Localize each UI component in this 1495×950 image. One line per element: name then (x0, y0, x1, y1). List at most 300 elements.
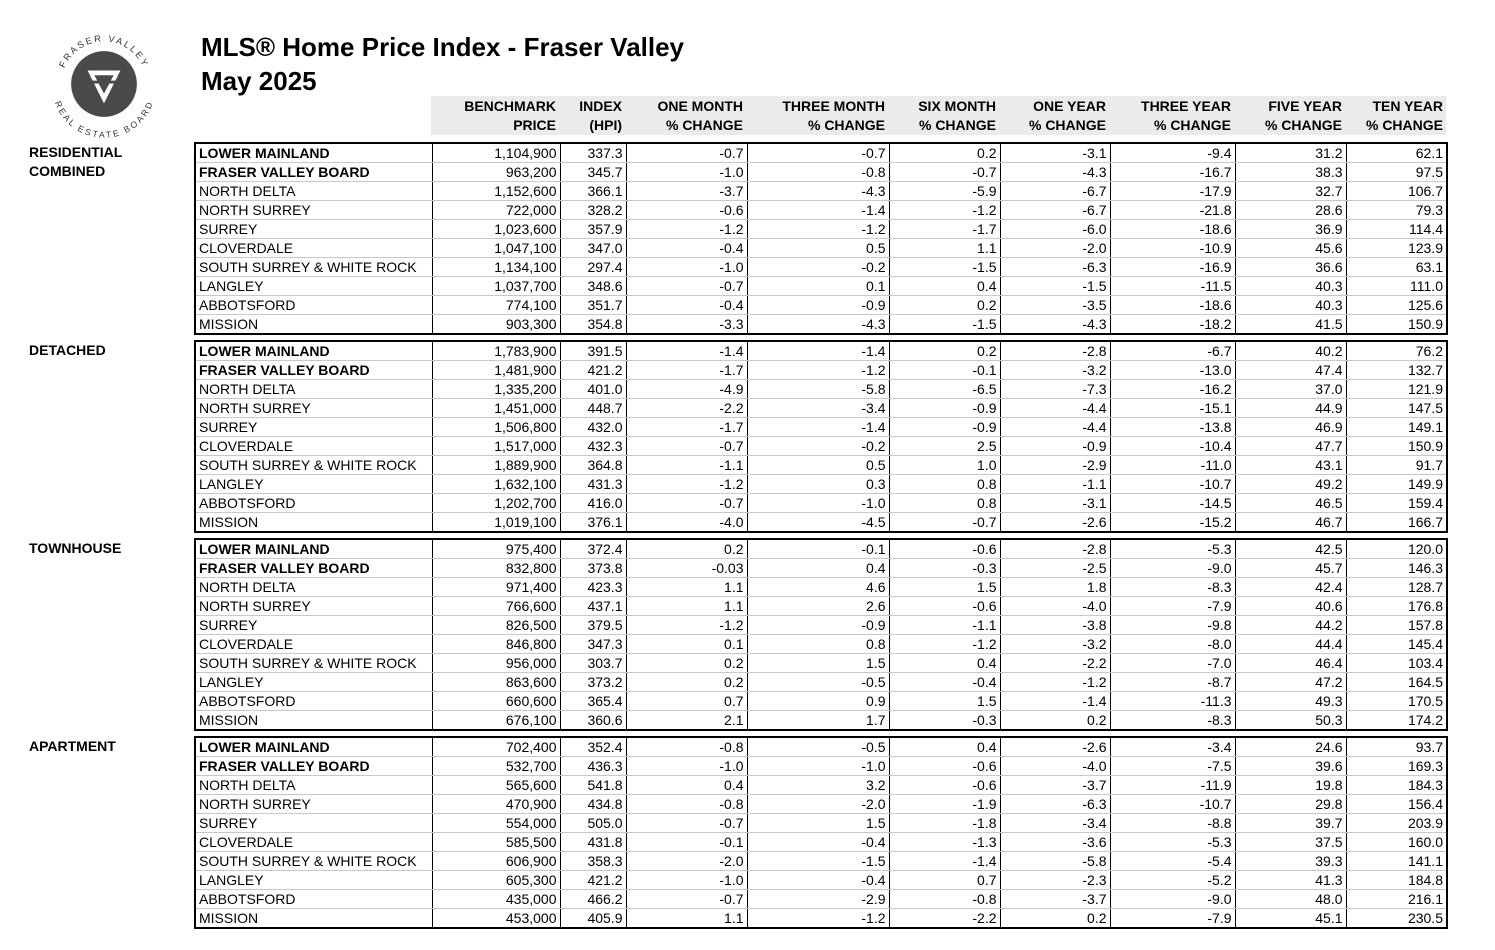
cell-six-month-change: -1.9 (889, 795, 1000, 814)
table-row (195, 711, 1447, 731)
area-name: NORTH DELTA (195, 182, 432, 201)
cell-one-month-change: -1.7 (626, 361, 747, 380)
cell-one-month-change: 0.7 (626, 692, 747, 711)
cell-one-month-change: -1.0 (626, 757, 747, 776)
cell-three-month-change: -4.3 (747, 315, 889, 335)
cell-ten-year-change: 125.6 (1346, 296, 1447, 315)
cell-one-month-change: -0.7 (626, 890, 747, 909)
cell-three-month-change: 1.7 (747, 711, 889, 731)
cell-one-year-change: -2.3 (1000, 871, 1110, 890)
area-name: NORTH DELTA (195, 380, 432, 399)
section-label-apartment (29, 737, 116, 756)
header-line: SIX MONTH (918, 98, 996, 114)
cell-three-month-change: 1.5 (747, 654, 889, 673)
header-line: ONE MONTH (657, 98, 743, 114)
table-row (195, 456, 1447, 475)
table-row (195, 341, 1447, 361)
cell-benchmark-price: 606,900 (432, 852, 560, 871)
cell-five-year-change: 39.6 (1235, 757, 1346, 776)
cell-five-year-change: 40.2 (1235, 341, 1346, 361)
table-row (195, 418, 1447, 437)
cell-ten-year-change: 184.3 (1346, 776, 1447, 795)
cell-six-month-change: 0.2 (889, 341, 1000, 361)
cell-one-month-change: -0.7 (626, 494, 747, 513)
section-label-line: DETACHED (29, 342, 106, 358)
table-row (195, 692, 1447, 711)
cell-three-month-change: -1.0 (747, 757, 889, 776)
cell-three-year-change: -8.0 (1110, 635, 1235, 654)
fraser-valley-logo (46, 26, 162, 142)
cell-three-year-change: -8.8 (1110, 814, 1235, 833)
cell-ten-year-change: 121.9 (1346, 380, 1447, 399)
cell-one-year-change: -7.3 (1000, 380, 1110, 399)
cell-ten-year-change: 159.4 (1346, 494, 1447, 513)
cell-three-year-change: -10.4 (1110, 437, 1235, 456)
cell-one-year-change: -6.0 (1000, 220, 1110, 239)
cell-one-year-change: -4.4 (1000, 399, 1110, 418)
cell-three-year-change: -9.0 (1110, 559, 1235, 578)
area-name: FRASER VALLEY BOARD (195, 361, 432, 380)
cell-one-year-change: -2.8 (1000, 341, 1110, 361)
cell-three-year-change: -11.5 (1110, 277, 1235, 296)
cell-six-month-change: 0.2 (889, 143, 1000, 163)
cell-benchmark-price: 1,632,100 (432, 475, 560, 494)
area-name: NORTH DELTA (195, 776, 432, 795)
cell-three-year-change: -13.0 (1110, 361, 1235, 380)
cell-ten-year-change: 91.7 (1346, 456, 1447, 475)
area-name: NORTH SURREY (195, 399, 432, 418)
section-label-line: RESIDENTIAL (29, 144, 123, 160)
cell-index-hpi: 303.7 (560, 654, 626, 673)
table-row (195, 163, 1447, 182)
cell-five-year-change: 38.3 (1235, 163, 1346, 182)
cell-benchmark-price: 722,000 (432, 201, 560, 220)
cell-five-year-change: 19.8 (1235, 776, 1346, 795)
section-label-townhouse (29, 539, 121, 558)
cell-index-hpi: 466.2 (560, 890, 626, 909)
cell-index-hpi: 366.1 (560, 182, 626, 201)
cell-five-year-change: 46.4 (1235, 654, 1346, 673)
cell-index-hpi: 373.8 (560, 559, 626, 578)
cell-six-month-change: -0.1 (889, 361, 1000, 380)
cell-three-month-change: -0.7 (747, 143, 889, 163)
cell-five-year-change: 44.2 (1235, 616, 1346, 635)
cell-ten-year-change: 216.1 (1346, 890, 1447, 909)
area-name: NORTH SURREY (195, 597, 432, 616)
header-one-month-change (625, 96, 746, 135)
cell-one-month-change: -4.9 (626, 380, 747, 399)
area-name: MISSION (195, 513, 432, 533)
cell-six-month-change: 2.5 (889, 437, 1000, 456)
cell-index-hpi: 431.3 (560, 475, 626, 494)
cell-one-year-change: -2.6 (1000, 513, 1110, 533)
cell-one-month-change: -0.7 (626, 437, 747, 456)
header-line: PRICE (513, 117, 556, 133)
cell-three-year-change: -9.4 (1110, 143, 1235, 163)
cell-index-hpi: 345.7 (560, 163, 626, 182)
area-name: FRASER VALLEY BOARD (195, 757, 432, 776)
cell-ten-year-change: 76.2 (1346, 341, 1447, 361)
cell-three-month-change: -1.4 (747, 418, 889, 437)
cell-six-month-change: -0.6 (889, 757, 1000, 776)
cell-six-month-change: 1.5 (889, 692, 1000, 711)
cell-three-year-change: -11.3 (1110, 692, 1235, 711)
table-row (195, 201, 1447, 220)
cell-ten-year-change: 106.7 (1346, 182, 1447, 201)
cell-benchmark-price: 453,000 (432, 909, 560, 929)
table-row (195, 635, 1447, 654)
cell-three-year-change: -17.9 (1110, 182, 1235, 201)
table-row (195, 296, 1447, 315)
header-line: TEN YEAR (1372, 98, 1443, 114)
cell-benchmark-price: 585,500 (432, 833, 560, 852)
cell-five-year-change: 45.6 (1235, 239, 1346, 258)
cell-six-month-change: -1.4 (889, 852, 1000, 871)
cell-ten-year-change: 174.2 (1346, 711, 1447, 731)
cell-six-month-change: -5.9 (889, 182, 1000, 201)
cell-five-year-change: 40.3 (1235, 296, 1346, 315)
header-line: % CHANGE (1264, 117, 1342, 133)
cell-ten-year-change: 63.1 (1346, 258, 1447, 277)
cell-one-month-change: -0.8 (626, 737, 747, 757)
cell-ten-year-change: 145.4 (1346, 635, 1447, 654)
table-row (195, 399, 1447, 418)
cell-five-year-change: 37.5 (1235, 833, 1346, 852)
cell-six-month-change: -1.2 (889, 635, 1000, 654)
cell-three-month-change: -1.0 (747, 494, 889, 513)
cell-ten-year-change: 128.7 (1346, 578, 1447, 597)
table-residential-combined (194, 142, 1448, 335)
cell-three-month-change: -0.4 (747, 833, 889, 852)
cell-one-year-change: -3.6 (1000, 833, 1110, 852)
cell-benchmark-price: 963,200 (432, 163, 560, 182)
cell-three-month-change: -2.9 (747, 890, 889, 909)
table-row (195, 890, 1447, 909)
cell-one-month-change: 0.2 (626, 654, 747, 673)
cell-five-year-change: 43.1 (1235, 456, 1346, 475)
cell-index-hpi: 372.4 (560, 539, 626, 559)
cell-benchmark-price: 1,517,000 (432, 437, 560, 456)
logo-text-bottom: REAL ESTATE BOARD (52, 99, 156, 140)
cell-index-hpi: 432.0 (560, 418, 626, 437)
cell-five-year-change: 46.7 (1235, 513, 1346, 533)
cell-one-year-change: -3.1 (1000, 143, 1110, 163)
cell-one-year-change: -4.3 (1000, 315, 1110, 335)
cell-index-hpi: 354.8 (560, 315, 626, 335)
cell-six-month-change: -0.9 (889, 418, 1000, 437)
cell-ten-year-change: 146.3 (1346, 559, 1447, 578)
cell-three-month-change: -0.8 (747, 163, 889, 182)
cell-six-month-change: 1.0 (889, 456, 1000, 475)
header-line: % CHANGE (918, 117, 996, 133)
cell-five-year-change: 45.7 (1235, 559, 1346, 578)
cell-ten-year-change: 157.8 (1346, 616, 1447, 635)
cell-five-year-change: 42.4 (1235, 578, 1346, 597)
cell-three-month-change: -1.4 (747, 341, 889, 361)
cell-one-month-change: 1.1 (626, 597, 747, 616)
cell-six-month-change: 0.2 (889, 296, 1000, 315)
cell-benchmark-price: 975,400 (432, 539, 560, 559)
header-line: THREE MONTH (782, 98, 885, 114)
cell-one-year-change: -2.9 (1000, 456, 1110, 475)
cell-one-month-change: 0.2 (626, 673, 747, 692)
cell-one-year-change: -1.5 (1000, 277, 1110, 296)
header-line: BENCHMARK (464, 98, 556, 114)
cell-six-month-change: -0.3 (889, 711, 1000, 731)
cell-benchmark-price: 605,300 (432, 871, 560, 890)
cell-index-hpi: 416.0 (560, 494, 626, 513)
cell-index-hpi: 391.5 (560, 341, 626, 361)
cell-one-year-change: -3.4 (1000, 814, 1110, 833)
cell-one-year-change: -2.5 (1000, 559, 1110, 578)
cell-ten-year-change: 169.3 (1346, 757, 1447, 776)
cell-five-year-change: 29.8 (1235, 795, 1346, 814)
area-name: CLOVERDALE (195, 833, 432, 852)
section-label-residential-combined (29, 143, 122, 181)
table-row (195, 475, 1447, 494)
cell-three-year-change: -9.8 (1110, 616, 1235, 635)
cell-index-hpi: 437.1 (560, 597, 626, 616)
cell-index-hpi: 360.6 (560, 711, 626, 731)
header-line: INDEX (579, 98, 622, 114)
cell-five-year-change: 49.3 (1235, 692, 1346, 711)
cell-index-hpi: 297.4 (560, 258, 626, 277)
cell-one-month-change: -0.4 (626, 239, 747, 258)
cell-ten-year-change: 132.7 (1346, 361, 1447, 380)
cell-five-year-change: 28.6 (1235, 201, 1346, 220)
cell-ten-year-change: 156.4 (1346, 795, 1447, 814)
cell-ten-year-change: 150.9 (1346, 437, 1447, 456)
area-name: SURREY (195, 616, 432, 635)
area-name: SOUTH SURREY & WHITE ROCK (195, 258, 432, 277)
header-line: (HPI) (589, 117, 622, 133)
section-label-detached (29, 341, 106, 360)
cell-five-year-change: 49.2 (1235, 475, 1346, 494)
table-row (195, 673, 1447, 692)
cell-five-year-change: 40.6 (1235, 597, 1346, 616)
cell-benchmark-price: 1,023,600 (432, 220, 560, 239)
cell-benchmark-price: 470,900 (432, 795, 560, 814)
cell-index-hpi: 352.4 (560, 737, 626, 757)
cell-six-month-change: -1.8 (889, 814, 1000, 833)
table-row (195, 277, 1447, 296)
area-name: LOWER MAINLAND (195, 737, 432, 757)
cell-one-month-change: -0.8 (626, 795, 747, 814)
area-name: SURREY (195, 418, 432, 437)
cell-one-year-change: -5.8 (1000, 852, 1110, 871)
cell-one-month-change: -0.7 (626, 814, 747, 833)
cell-index-hpi: 432.3 (560, 437, 626, 456)
cell-one-month-change: -0.4 (626, 296, 747, 315)
area-name: LOWER MAINLAND (195, 539, 432, 559)
area-name: LANGLEY (195, 277, 432, 296)
table-row (195, 776, 1447, 795)
header-ten-year-change (1345, 96, 1446, 135)
cell-one-year-change: -3.5 (1000, 296, 1110, 315)
area-name: MISSION (195, 315, 432, 335)
section-label-line: TOWNHOUSE (29, 540, 122, 556)
cell-index-hpi: 423.3 (560, 578, 626, 597)
cell-benchmark-price: 863,600 (432, 673, 560, 692)
cell-five-year-change: 37.0 (1235, 380, 1346, 399)
table-row (195, 559, 1447, 578)
cell-three-year-change: -7.9 (1110, 909, 1235, 929)
cell-ten-year-change: 141.1 (1346, 852, 1447, 871)
cell-three-year-change: -11.9 (1110, 776, 1235, 795)
table-row (195, 852, 1447, 871)
cell-index-hpi: 358.3 (560, 852, 626, 871)
header-three-year-change (1109, 96, 1234, 135)
cell-benchmark-price: 702,400 (432, 737, 560, 757)
cell-ten-year-change: 123.9 (1346, 239, 1447, 258)
cell-ten-year-change: 120.0 (1346, 539, 1447, 559)
cell-ten-year-change: 184.8 (1346, 871, 1447, 890)
cell-three-year-change: -21.8 (1110, 201, 1235, 220)
cell-three-year-change: -5.4 (1110, 852, 1235, 871)
cell-three-year-change: -16.9 (1110, 258, 1235, 277)
cell-one-month-change: -1.7 (626, 418, 747, 437)
header-line: % CHANGE (1153, 117, 1231, 133)
cell-ten-year-change: 147.5 (1346, 399, 1447, 418)
cell-one-month-change: -1.0 (626, 258, 747, 277)
cell-five-year-change: 50.3 (1235, 711, 1346, 731)
cell-one-year-change: -6.7 (1000, 182, 1110, 201)
cell-ten-year-change: 230.5 (1346, 909, 1447, 929)
cell-benchmark-price: 660,600 (432, 692, 560, 711)
cell-three-year-change: -18.6 (1110, 296, 1235, 315)
cell-six-month-change: 0.4 (889, 737, 1000, 757)
cell-three-month-change: -0.9 (747, 616, 889, 635)
cell-one-year-change: -6.3 (1000, 795, 1110, 814)
section-label-line: COMBINED (29, 163, 106, 179)
section-label-line: APARTMENT (29, 738, 116, 754)
area-name: MISSION (195, 909, 432, 929)
cell-three-year-change: -8.3 (1110, 711, 1235, 731)
cell-ten-year-change: 62.1 (1346, 143, 1447, 163)
cell-ten-year-change: 170.5 (1346, 692, 1447, 711)
cell-benchmark-price: 1,134,100 (432, 258, 560, 277)
cell-ten-year-change: 79.3 (1346, 201, 1447, 220)
cell-five-year-change: 41.3 (1235, 871, 1346, 890)
cell-one-year-change: 0.2 (1000, 711, 1110, 731)
cell-five-year-change: 24.6 (1235, 737, 1346, 757)
area-name: NORTH DELTA (195, 578, 432, 597)
cell-six-month-change: -1.7 (889, 220, 1000, 239)
table-row (195, 258, 1447, 277)
table-row (195, 143, 1447, 163)
cell-index-hpi: 351.7 (560, 296, 626, 315)
area-name: SOUTH SURREY & WHITE ROCK (195, 654, 432, 673)
cell-three-year-change: -18.6 (1110, 220, 1235, 239)
cell-index-hpi: 376.1 (560, 513, 626, 533)
cell-one-year-change: -3.7 (1000, 890, 1110, 909)
table-row (195, 909, 1447, 929)
area-name: LANGLEY (195, 673, 432, 692)
logo-text-top: FRASER VALLEY (57, 33, 151, 70)
cell-benchmark-price: 1,889,900 (432, 456, 560, 475)
cell-three-year-change: -10.7 (1110, 795, 1235, 814)
cell-one-year-change: -2.2 (1000, 654, 1110, 673)
table-row (195, 380, 1447, 399)
cell-one-year-change: -3.2 (1000, 635, 1110, 654)
cell-benchmark-price: 676,100 (432, 711, 560, 731)
cell-ten-year-change: 164.5 (1346, 673, 1447, 692)
cell-three-month-change: 0.9 (747, 692, 889, 711)
table-row (195, 494, 1447, 513)
cell-benchmark-price: 903,300 (432, 315, 560, 335)
cell-three-month-change: 1.5 (747, 814, 889, 833)
cell-ten-year-change: 149.1 (1346, 418, 1447, 437)
cell-index-hpi: 436.3 (560, 757, 626, 776)
cell-one-year-change: 1.8 (1000, 578, 1110, 597)
cell-five-year-change: 31.2 (1235, 143, 1346, 163)
cell-five-year-change: 46.5 (1235, 494, 1346, 513)
cell-three-year-change: -9.0 (1110, 890, 1235, 909)
area-name: ABBOTSFORD (195, 296, 432, 315)
header-three-month-change (746, 96, 888, 135)
cell-benchmark-price: 766,600 (432, 597, 560, 616)
cell-three-month-change: -1.2 (747, 909, 889, 929)
cell-six-month-change: 0.8 (889, 494, 1000, 513)
table-row (195, 220, 1447, 239)
cell-one-month-change: 1.1 (626, 578, 747, 597)
cell-six-month-change: -0.6 (889, 597, 1000, 616)
cell-three-year-change: -11.0 (1110, 456, 1235, 475)
cell-five-year-change: 46.9 (1235, 418, 1346, 437)
area-name: CLOVERDALE (195, 239, 432, 258)
cell-benchmark-price: 1,481,900 (432, 361, 560, 380)
cell-one-year-change: -6.3 (1000, 258, 1110, 277)
cell-index-hpi: 347.3 (560, 635, 626, 654)
cell-three-month-change: 0.4 (747, 559, 889, 578)
cell-three-month-change: -1.5 (747, 852, 889, 871)
cell-one-month-change: -0.7 (626, 143, 747, 163)
cell-benchmark-price: 826,500 (432, 616, 560, 635)
cell-three-month-change: -1.2 (747, 361, 889, 380)
cell-five-year-change: 36.9 (1235, 220, 1346, 239)
cell-ten-year-change: 176.8 (1346, 597, 1447, 616)
cell-index-hpi: 448.7 (560, 399, 626, 418)
cell-index-hpi: 373.2 (560, 673, 626, 692)
cell-benchmark-price: 1,037,700 (432, 277, 560, 296)
cell-one-year-change: -1.4 (1000, 692, 1110, 711)
cell-five-year-change: 48.0 (1235, 890, 1346, 909)
cell-benchmark-price: 1,019,100 (432, 513, 560, 533)
cell-three-month-change: -4.5 (747, 513, 889, 533)
table-row (195, 814, 1447, 833)
cell-benchmark-price: 1,104,900 (432, 143, 560, 163)
title-line-2: May 2025 (201, 66, 317, 96)
cell-benchmark-price: 1,202,700 (432, 494, 560, 513)
cell-five-year-change: 39.3 (1235, 852, 1346, 871)
cell-benchmark-price: 971,400 (432, 578, 560, 597)
cell-one-year-change: -2.8 (1000, 539, 1110, 559)
cell-one-year-change: -4.3 (1000, 163, 1110, 182)
cell-one-month-change: -1.0 (626, 163, 747, 182)
header-line: % CHANGE (1028, 117, 1106, 133)
cell-three-month-change: 2.6 (747, 597, 889, 616)
cell-three-year-change: -7.5 (1110, 757, 1235, 776)
table-row (195, 737, 1447, 757)
table-row (195, 437, 1447, 456)
cell-three-year-change: -6.7 (1110, 341, 1235, 361)
cell-one-year-change: -2.6 (1000, 737, 1110, 757)
area-name: MISSION (195, 711, 432, 731)
cell-benchmark-price: 1,335,200 (432, 380, 560, 399)
cell-one-year-change: -4.4 (1000, 418, 1110, 437)
header-one-year-change (999, 96, 1109, 135)
area-name: ABBOTSFORD (195, 494, 432, 513)
